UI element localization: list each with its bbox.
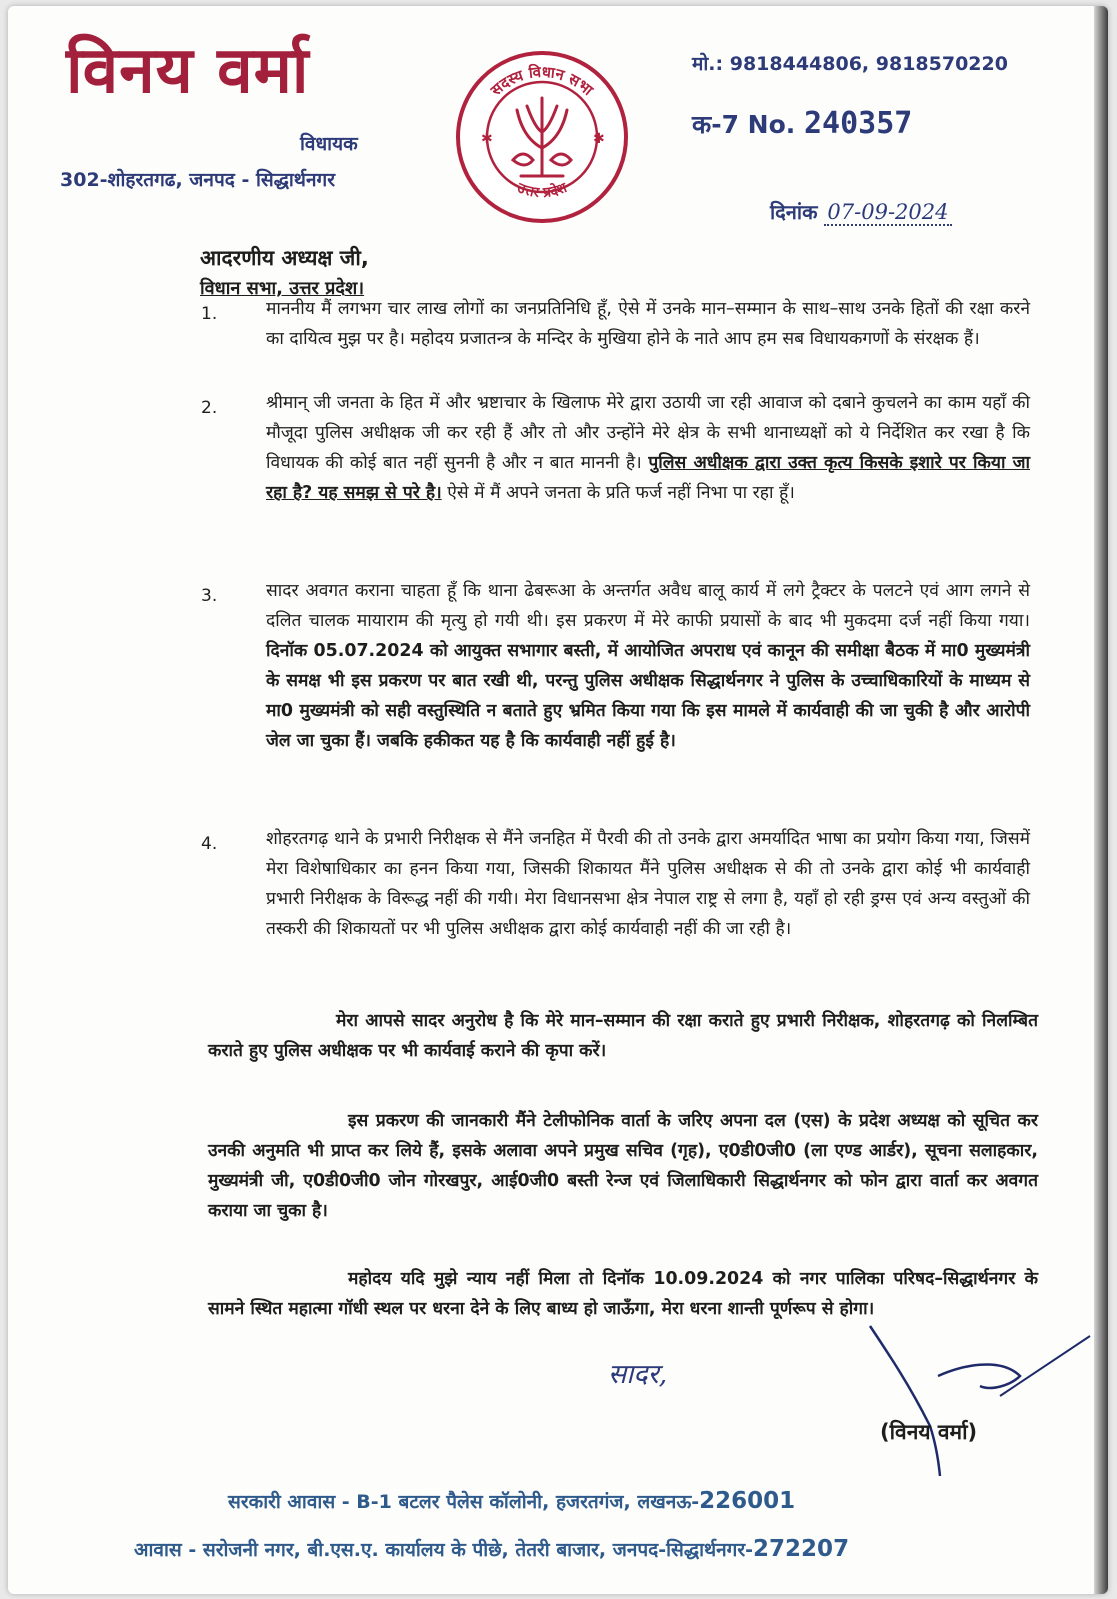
point-number: 1. (201, 304, 218, 324)
point-1-text: माननीय मैं लगभग चार लाख लोगों का जनप्रतिनिधि हूँ, ऐसे में उनके मान–सम्मान के साथ–साथ उनके हितों की रक्षा करने का दायित्व मुझ पर है। महोदय प्रजातन्त्र के मन्दिर के मुखिया होने के नाते आप हम सब विधायकगणों के संरक्षक हैं। (266, 299, 1030, 349)
info-paragraph: इस प्रकरण की जानकारी मैंने टेलीफोनिक वार्ता के जरिए अपना दल (एस) के प्रदेश अध्यक्ष को सूचित कर उनकी अनुमति भी प्राप्त कर लिये हैं, इसके अलावा अपने प्रमुख सचिव (गृह), ए0डी0जी0 (ला एण्ड आर्डर), सूचना सलाहकार, मुख्यमंत्री जी, ए0डी0जी0 जोन गोरखपुर, आई0जी0 बस्ती रेन्ज एवं जिलाधिकारी सिद्धार्थनगर को फोन द्वारा वार्ता कर अवगत कराया जा चुका है। (208, 1111, 1038, 1221)
phone-numbers: 9818444806, 9818570220 (729, 53, 1008, 75)
seal-star-right-icon: ✱ (593, 131, 605, 147)
addressee: विधान सभा, उत्तर प्रदेश। (200, 278, 365, 299)
point-number: 4. (201, 834, 218, 854)
point-2-text-end: ऐसे में मैं अपने जनता के प्रति फर्ज नहीं निभा पा रहा हूँ। (447, 483, 795, 503)
point-2-text (266, 388, 1030, 508)
seal-star-left-icon: ✱ (481, 131, 493, 147)
closing-paragraph: महोदय यदि मुझे न्याय नहीं मिला तो दिनॉक 10.09.2024 को नगर पालिका परिषद–सिद्धार्थनगर के सामने स्थित महात्मा गॉधी स्थल पर धरना देने के लिए बाध्य हो जाऊँगा, मेरा धरना शान्ती पूर्णरूप से होगा। (208, 1269, 1038, 1319)
point-2-underlined-text: पुलिस अधीक्षक द्वारा उक्त कृत्य किसके इशारे पर किया जा रहा है? यह समझ से परे है। (266, 453, 1031, 503)
assembly-seal (453, 48, 631, 226)
official-residence-pin: 226001 (699, 1488, 796, 1514)
point-3-text (266, 576, 1030, 756)
request-paragraph: मेरा आपसे सादर अनुरोध है कि मेरे मान–सम्मान की रक्षा कराते हुए प्रभारी निरीक्षक, शोहरतगढ़ को निलम्बित कराते हुए पुलिस अधीक्षक पर भी कार्यवाई कराने की कृपा करें। (208, 1011, 1038, 1061)
point-2-text-start: श्रीमान् जी जनता के हित में और भ्रष्टाचार के खिलाफ मेरे द्वारा उठायी जा रही आवाज को दबाने कुचलने का काम यहाँ की मौजूदा पुलिस अधीक्षक जी कर रही हैं और तो और उन्होंने मेरे क्षेत्र के सभी थानाध्यक्षों को ये निर्देशित कर रखा है कि विधायक की कोई बात नहीं सुननी है और न बात माननी है। (266, 393, 1030, 473)
letterhead-name: विनय वर्मा (66, 33, 310, 108)
point-3-bold-text: दिनॉक 05.07.2024 को आयुक्त सभागार बस्ती, में आयोजित अपराध एवं कानून की समीक्षा बैठक में मा0 मुख्यमंत्री के समक्ष भी इस प्रकरण पर बात रखी थी, परन्तु पुलिस अधीक्षक सिद्धार्थनगर ने पुलिस के उच्चाधिकारियों के माध्यम से मा0 मुख्यमंत्री को सही वस्तुस्थिति न बताते हुए भ्रमित किया गया कि इस मामले में कार्यवाही की जा चुकी है और आरोपी जेल जा चुका हैं। जबकि हकीकत यह है कि कार्यवाही नहीं हुई है। (266, 641, 1030, 751)
residence-pin: 272207 (753, 1536, 850, 1562)
seal-top-text: सदस्य विधान सभा (487, 62, 597, 100)
contact-line (692, 50, 1008, 76)
seal-bottom-text: उत्तर प्रदेश (514, 179, 570, 202)
point-3-text-start: सादर अवगत कराना चाहता हूँ कि थाना ढेबरूआ के अन्तर्गत अवैध बालू कार्य में लगे ट्रैक्टर के पलटने एवं आग लगने से दलित चालक मायाराम की मृत्यु हो गयी थी। इस प्रकरण में मेरे काफी प्रयासों के बाद भी मुकदमा दर्ज नहीं किया गया। (266, 581, 1030, 631)
signatory-name: (विनय वर्मा) (880, 1420, 978, 1444)
point-number: 3. (201, 586, 218, 606)
point-number: 2. (201, 398, 218, 418)
letterhead-designation: विधायक (300, 133, 358, 155)
letterhead-constituency: 302-शोहरतगढ, जनपद - सिद्धार्थनगर (60, 169, 335, 191)
point-4-text: शोहरतगढ़ थाने के प्रभारी निरीक्षक से मैंने जनहित में पैरवी की तो उनके द्वारा अमर्यादित भाषा का प्रयोग किया गया, जिसमें मेरा विशेषाधिकार का हनन किया गया, जिसकी शिकायत मैंने पुलिस अधीक्षक से की तो उनके द्वारा कोई भी कार्यवाही प्रभारी निरीक्षक के विरूद्ध नहीं की गयी। मेरा विधानसभा क्षेत्र नेपाल राष्ट्र से लगा है, यहाँ हो रही ड्रग्स एवं अन्य वस्तुओं की तस्करी की शिकायतों पर भी पुलिस अधीक्षक द्वारा कोई कार्यवाही नहीं की जा रही है। (266, 829, 1030, 939)
handwritten-regards: सादर, (608, 1359, 668, 1390)
date-label: दिनांक (770, 200, 818, 224)
date-line (770, 198, 952, 225)
signature (850, 1316, 1100, 1496)
phone-label: मो.: (692, 53, 724, 75)
reference-line (692, 106, 912, 141)
letter-sheet (8, 6, 1108, 1594)
reference-label: क-7 No. (692, 110, 796, 139)
reference-number: 240357 (804, 106, 913, 141)
salutation: आदरणीय अध्यक्ष जी, (200, 246, 369, 270)
footer-residence (134, 1536, 849, 1562)
date-value: 07-09-2024 (824, 200, 951, 226)
residence-address: आवास - सरोजनी नगर, बी.एस.ए. कार्यालय के पीछे, तेतरी बाजार, जनपद-सिद्धार्थनगर- (134, 1539, 754, 1561)
footer-official-residence (228, 1488, 795, 1514)
official-residence-address: सरकारी आवास - B-1 बटलर पैलेस कॉलोनी, हजरतगंज, लखनऊ- (228, 1491, 700, 1513)
